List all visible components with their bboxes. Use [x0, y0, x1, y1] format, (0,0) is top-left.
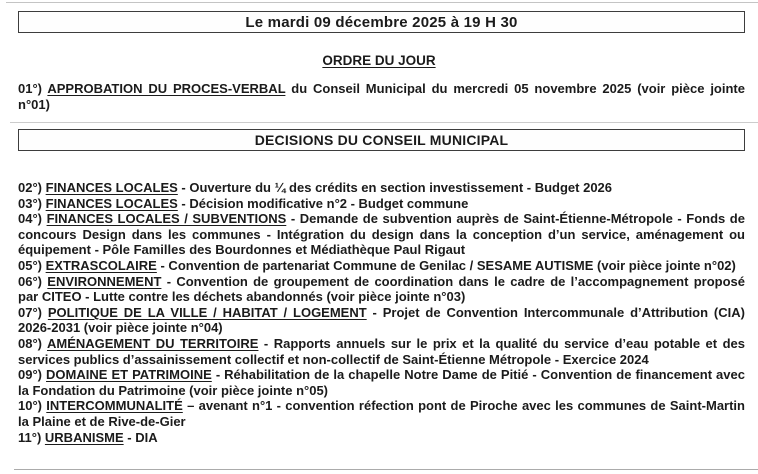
item-category: POLITIQUE DE LA VILLE / HABITAT / LOGEMENT	[47, 304, 367, 320]
item-category: DOMAINE ET PATRIMOINE	[46, 367, 212, 383]
item-category: FINANCES LOCALES	[45, 195, 178, 211]
item-category: AMÉNAGEMENT DU TERRITOIRE	[46, 335, 259, 351]
item-number: 10°)	[18, 398, 42, 414]
scan-artifact-mid-line	[10, 122, 758, 123]
item-text: - Demande de subvention auprès de Saint-Étienne-Métropole - Fonds de concours Design dans les communes - Intégration du design dans la conception d’un service, aménagement ou équipement - Pôle Familles des Bourdonnes et Médiathèque Paul Rigaut	[18, 211, 745, 258]
item-category: URBANISME	[44, 429, 124, 445]
meeting-date-box	[18, 11, 745, 33]
agenda-items-list	[18, 180, 745, 445]
item-number: 02°)	[18, 180, 42, 195]
item-number: 01°)	[18, 81, 42, 96]
item-category: FINANCES LOCALES / SUBVENTIONS	[46, 211, 287, 227]
agenda-item	[18, 274, 745, 305]
item-number: 05°)	[18, 257, 42, 273]
agenda-item	[18, 398, 745, 429]
decisions-header-box	[18, 129, 745, 151]
item-number: 03°)	[18, 195, 42, 211]
agenda-item-01	[18, 81, 745, 112]
item-category: EXTRASCOLAIRE	[45, 257, 157, 273]
item-text: - DIA	[127, 429, 158, 445]
item-number: 07°)	[18, 304, 42, 320]
agenda-item	[18, 180, 745, 196]
item-text: - Rapports annuels sur le prix et la qualité du service d’eau potable et des services publics d’assainissement collectif et non-collectif de Saint-Étienne Métropole - Exercice 2024	[18, 335, 745, 367]
agenda-item	[18, 305, 745, 336]
scan-artifact-top-line	[6, 2, 758, 3]
item-text: du Conseil Municipal du mercredi 05 novembre 2025 (voir pièce jointe n°01)	[18, 81, 745, 112]
item-number: 06°)	[18, 273, 42, 289]
item-number: 04°)	[18, 211, 42, 227]
agenda-item	[18, 258, 745, 274]
item-category: ENVIRONNEMENT	[47, 273, 162, 289]
item-text: - Projet de Convention Intercommunale d’Attribution (CIA) 2026-2031 (voir pièce jointe n°04)	[18, 304, 745, 336]
ordre-du-jour-title: ORDRE DU JOUR	[322, 53, 436, 68]
agenda-item	[18, 211, 745, 258]
item-text: - Réhabilitation de la chapelle Notre Dame de Pitié - Convention de financement avec la Fondation du Patrimoine (voir pièce jointe n°05)	[18, 367, 745, 398]
decisions-title-text: DECISIONS DU CONSEIL MUNICIPAL	[254, 132, 509, 148]
agenda-item	[18, 336, 745, 367]
item-text: - Décision modificative n°2 - Budget commune	[181, 195, 469, 211]
item-number: 09°)	[18, 367, 42, 383]
agenda-item	[18, 367, 745, 398]
item-number: 11°)	[18, 429, 42, 445]
item-category: FINANCES LOCALES	[45, 180, 178, 195]
item-text: - Ouverture du ¼ des crédits en section investissement - Budget 2026	[181, 180, 613, 195]
item-category: APPROBATION DU PROCES-VERBAL	[47, 81, 286, 96]
agenda-item	[18, 196, 745, 212]
item-category: INTERCOMMUNALITÉ	[46, 398, 183, 414]
item-number: 08°)	[18, 335, 42, 351]
meeting-date-text: Le mardi 09 décembre 2025 à 19 H 30	[245, 13, 518, 31]
item-text: - Convention de groupement de coordination dans le cadre de l’accompagnement proposé par CITEO - Lutte contre les déchets abandonnés (voir pièce jointe n°03)	[18, 273, 745, 305]
item-text: – avenant n°1 - convention réfection pont de Piroche avec les communes de Saint-Martin la Plaine et de Rive-de-Gier	[18, 398, 745, 429]
agenda-item	[18, 430, 745, 446]
scan-artifact-bottom-line	[14, 469, 758, 470]
item-text: - Convention de partenariat Commune de Genilac / SESAME AUTISME (voir pièce jointe n°02)	[160, 257, 736, 273]
